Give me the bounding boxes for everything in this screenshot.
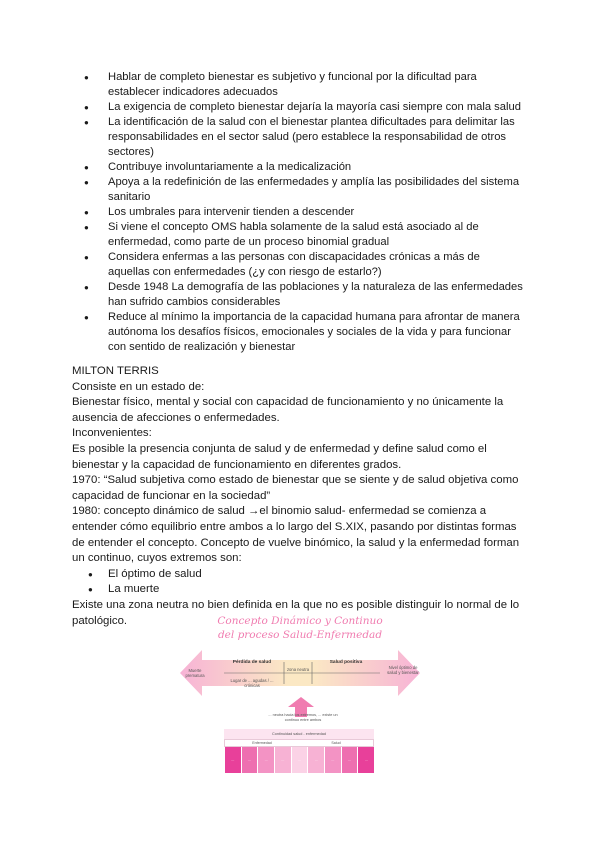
diagram-note: ... neutra hacia los extremos, ... existe un continuo entre ambos (268, 713, 338, 722)
table-cell: ... (291, 747, 308, 773)
right-zone-label: Salud positiva (329, 660, 363, 665)
paragraph: Bienestar físico, mental y social con capacidad de funcionamiento y no únicamente la ausencia de afecciones o enfermedades. (72, 396, 504, 424)
health-continuum-diagram (180, 613, 420, 775)
list-item: ● Hablar de completo bienestar es subjetivo y funcional por la dificultad para establecer indicadores adecuados (84, 70, 524, 100)
paragraph: 1970: “Salud subjetiva como estado de bienestar que se siente y de salud objetiva como capacidad de funcionar en la sociedad” (72, 474, 519, 502)
list-item: ● La exigencia de completo bienestar dejaría la mayoría casi siempre con mala salud (84, 100, 524, 115)
paragraph: Inconvenientes: (72, 427, 152, 440)
table-cell: ... (307, 747, 324, 773)
body-text (72, 364, 532, 629)
left-end-label: Muerte prematura (185, 668, 205, 678)
table-cell: ... (257, 747, 274, 773)
list-item: ● Los umbrales para intervenir tienden a descender (84, 205, 524, 220)
table-cell: ... (274, 747, 291, 773)
table-cell: ... (357, 747, 374, 773)
continuum-table (224, 729, 374, 773)
neutral-zone-label: zona neutra (286, 667, 310, 672)
list-item: ● La muerte (72, 582, 532, 598)
list-item: ● El óptimo de salud (72, 567, 532, 583)
paragraph: Existe una zona neutra no bien definida en la que no es posible distinguir lo normal de lo patológico. (72, 598, 520, 627)
table-right-header: Salud (331, 741, 341, 745)
double-arrow-graphic (180, 648, 420, 698)
table-left-header: Enfermedad (252, 741, 272, 745)
table-subheader (224, 739, 374, 747)
right-end-label: Nivel óptimo de salud y bienestar (387, 665, 419, 675)
list-item: ● Considera enfermas a las personas con discapacidades crónicas a más de aquellas con enfermedades (¿y con riesgo de estarlo?) (84, 250, 524, 280)
paragraph: 1980: concepto dinámico de salud →el binomio salud- enfermedad se comienza a entender cómo equilibrio entre ambos a lo largo del S.XIX, pasando por distintas formas de entender el concepto. Concepto de vuelve binómico, la salud y la enfermedad forman un continuo, cuyos extremos son: (72, 505, 520, 565)
list-item: ● La identificación de la salud con el bienestar plantea dificultades para delimitar las responsabilidades en el sector salud (pero establece la responsabilidad de otros sectores) (84, 115, 524, 160)
paragraph: Consiste en un estado de: (72, 380, 205, 393)
section-heading: MILTON TERRIS (72, 365, 159, 377)
diagram-title-line1: Concepto Dinámico y Continuo (217, 615, 383, 627)
left-sub-label: Lugar de ... agudas / ... crónicas (230, 678, 274, 688)
table-title: Continuidad salud - enfermedad (224, 729, 374, 739)
table-cell: ... (241, 747, 258, 773)
list-item: ● Desde 1948 La demografía de las poblaciones y la naturaleza de las enfermedades han sufrido cambios considerables (84, 280, 524, 310)
list-item: ● Contribuye involuntariamente a la medicalización (84, 160, 524, 175)
list-item: ● Apoya a la redefinición de las enfermedades y amplía las posibilidades del sistema sanitario (84, 175, 524, 205)
extremes-list (72, 567, 532, 598)
left-zone-label: Pérdida de salud (232, 660, 272, 665)
diagram-title-line2: del proceso Salud-Enfermedad (217, 629, 383, 641)
table-cells-row (224, 747, 374, 773)
list-item: ● Si viene el concepto OMS habla solamente de la salud está asociado al de enfermedad, como parte de un proceso binomial gradual (84, 220, 524, 250)
table-cell: ... (224, 747, 241, 773)
bullet-list (84, 70, 524, 355)
list-item: ● Reduce al mínimo la importancia de la capacidad humana para afrontar de manera autónoma los desafíos físicos, emocionales y sociales de la vida y para funcionar con sentido de realización y bienestar (84, 310, 524, 355)
table-cell: ... (324, 747, 341, 773)
paragraph: Es posible la presencia conjunta de salud y de enfermedad y define salud como el bienestar y la capacidad de funcionamiento en diferentes grados. (72, 442, 487, 471)
table-cell: ... (341, 747, 358, 773)
